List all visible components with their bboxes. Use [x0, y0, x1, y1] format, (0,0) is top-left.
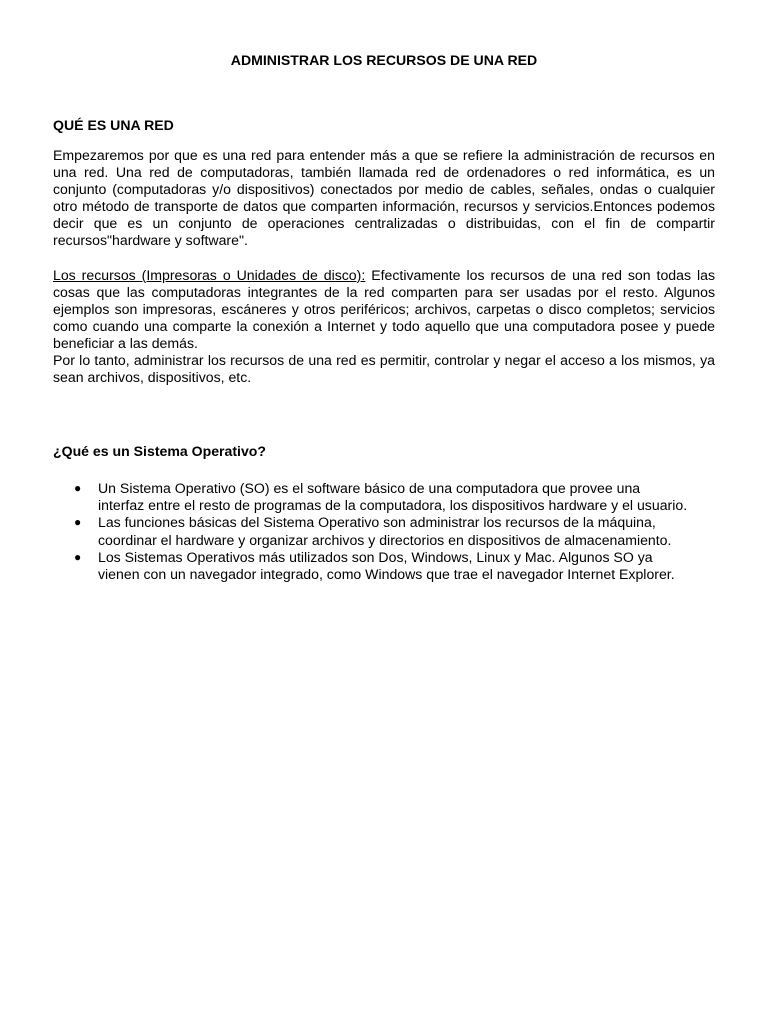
- bullet-icon: ●: [74, 515, 82, 530]
- document-page: [53, 52, 715, 583]
- list-item-text: Un Sistema Operativo (SO) es el software básico de una computadora que provee una interfaz entre el resto de programas de la computadora, los dispositivos hardware y el usuario.: [98, 480, 688, 514]
- bullet-icon: ●: [74, 481, 82, 496]
- bullet-icon: ●: [74, 549, 82, 564]
- list-item-text: Los Sistemas Operativos más utilizados son Dos, Windows, Linux y Mac. Algunos SO ya vienen con un navegador integrado, como Windows que trae el navegador Internet Explorer.: [98, 548, 675, 582]
- bullet-list: [53, 480, 715, 583]
- section-heading-que-es-una-red: QUÉ ES UNA RED: [53, 117, 174, 133]
- document-title: ADMINISTRAR LOS RECURSOS DE UNA RED: [230, 52, 538, 68]
- recursos-text: Efectivamente los recursos de una red son todas las cosas que las computadoras integrantes de la red comparten para ser usadas por el resto. Algunos ejemplos son impresoras, escáneres y otros periféricos; archivos, carpetas o disco completos; servicios como cuando una comparte la conexión a Internet y todo aquello que una computadora posee y puede beneficiar a las demás.: [53, 266, 716, 351]
- paragraph-administrar: Por lo tanto, administrar los recursos de una red es permitir, controlar y negar el acceso a los mismos, ya sean archivos, dispositivos, etc.: [53, 352, 715, 386]
- recursos-label: Los recursos (Impresoras o Unidades de disco):: [53, 266, 366, 283]
- list-item-text: Las funciones básicas del Sistema Operativo son administrar los recursos de la máquina, coordinar el hardware y organizar archivos y directorios en dispositivos de almacenamiento.: [98, 514, 672, 548]
- paragraph-recursos: [53, 267, 715, 352]
- list-item: [53, 480, 688, 514]
- list-item: [53, 549, 688, 583]
- list-item: [53, 514, 688, 548]
- paragraph-red-definition: Empezaremos por que es una red para entender más a que se refiere la administración de recursos en una red. Una red de computadoras, también llamada red de ordenadores o red informática, es un conjunto (computadoras y/o dispositivos) conectados por medio de cables, señales, ondas o cualquier otro método de transporte de datos que comparten información, recursos y servicios.Entonces podemos decir que es un conjunto de operaciones centralizadas o distribuidas, con el fin de compartir recursos"hardware y software".: [53, 147, 715, 249]
- section-heading-sistema-operativo: ¿Qué es un Sistema Operativo?: [53, 443, 267, 460]
